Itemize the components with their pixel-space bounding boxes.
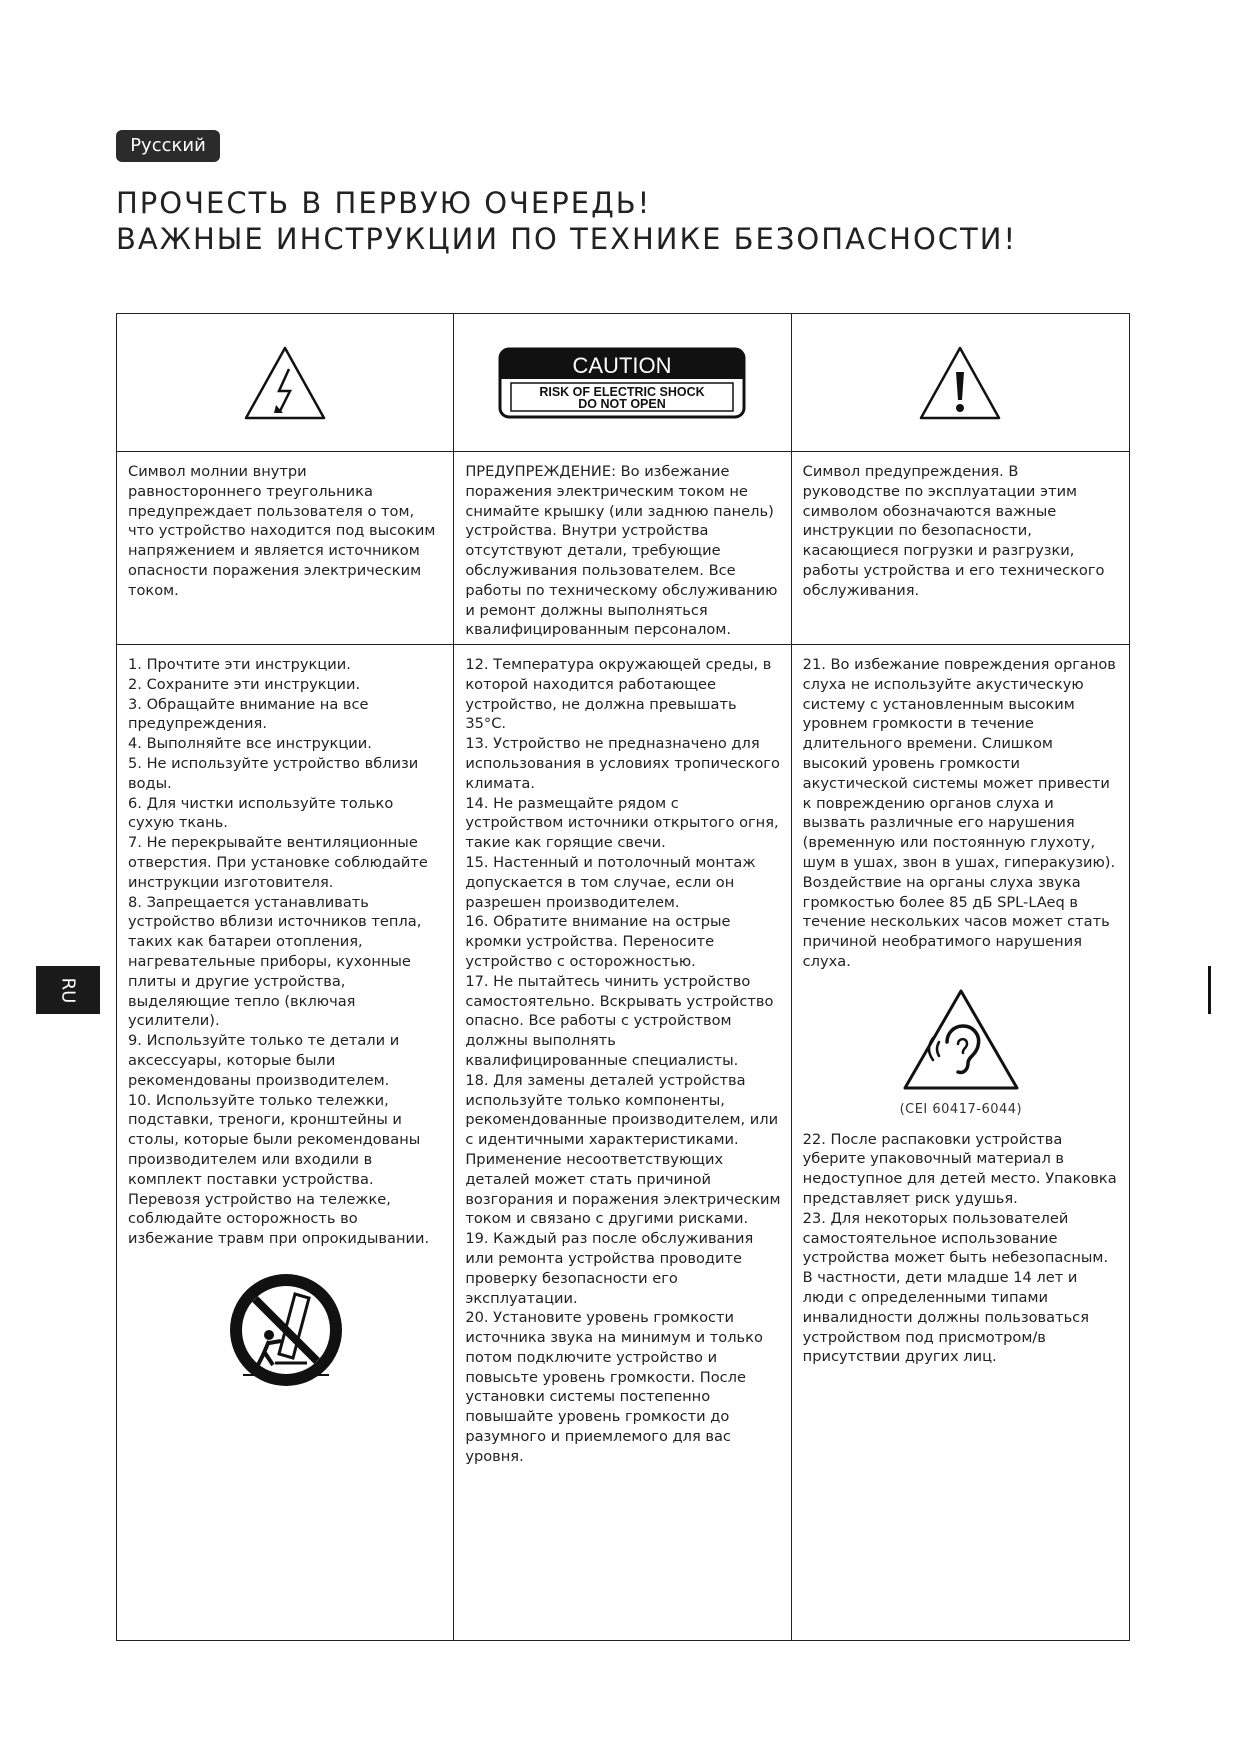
instruction-item: 15. Настенный и потолочный монтаж допускается в том случае, если он разрешен производителем. (465, 853, 756, 911)
instruction-item: 8. Запрещается устанавливать устройство вблизи источников тепла, таких как батареи отопления, нагревательные приборы, кухонные плиты и другие устройства, выделяющие тепло (включая усилители). (128, 893, 422, 1030)
instruction-item: 23. Для некоторых пользователей самостоятельное использование устройства может быть небезопасным. В частности, дети младше 14 лет и люди с определенными типами инвалидности должны пользоваться устройством под присмотром/в присутствии других лиц. (802, 1209, 1109, 1366)
caution-line-2: DO NOT OPEN (578, 396, 667, 411)
lightning-description-cell (117, 452, 454, 645)
instruction-item: 2. Сохраните эти инструкции. (128, 675, 361, 693)
lightning-icon-cell (117, 314, 454, 452)
hearing-damage-warning-icon (902, 988, 1020, 1092)
caution-label-icon (498, 347, 746, 419)
instruction-item: 9. Используйте только те детали и аксессуары, которые были рекомендованы производителем. (128, 1032, 400, 1089)
instructions-column-3 (792, 645, 1129, 1640)
exclamation-description: Символ предупреждения. В руководстве по эксплуатации этим символом обозначаются важные инструкции по безопасности, касающиеся погрузки и разгрузки, работы устройства и его технического обслуживания. (802, 463, 1105, 599)
instruction-item: 13. Устройство не предназначено для использования в условиях тропического климата. (465, 735, 780, 792)
instruction-item: 18. Для замены деталей устройства используйте только компоненты, рекомендованные производителем, или с идентичными характеристиками. Применение несоответствующих деталей может стать причиной возгорания и поражения электрическим током и связано с другими рисками. (465, 1071, 781, 1228)
instruction-item: 22. После распаковки устройства уберите упаковочный материал в недоступное для детей место. Упаковка представляет риск удушья. (802, 1130, 1117, 1207)
caution-description-cell (454, 452, 791, 645)
instruction-item: 16. Обратите внимание на острые кромки устройства. Переносите устройство с осторожностью. (465, 913, 731, 970)
caution-description: ПРЕДУПРЕЖДЕНИЕ: Во избежание поражения электрическим током не снимайте крышку (или заднюю панель) устройства. Внутри устройства отсутствуют детали, требующие обслуживания пользователем. Все работы по техническому обслуживанию и ремонт должны выполняться квалифицированным персоналом. (465, 463, 778, 639)
instruction-item: 4. Выполняйте все инструкции. (128, 735, 372, 753)
instruction-item: 14. Не размещайте рядом с устройством источники открытого огня, такие как горящие свечи. (465, 794, 779, 852)
caution-line-1: RISK OF ELECTRIC SHOCK (539, 384, 706, 399)
exclamation-icon-cell (792, 314, 1129, 452)
lightning-description: Символ молнии внутри равностороннего треугольника предупреждает пользователя о том, что устройство находится под высоким напряжением и является источником опасности поражения электрическим током. (128, 463, 436, 599)
instruction-item: 10. Используйте только тележки, подставки, треноги, кронштейны и столы, которые были рекомендованы производителем или входили в комплект поставки устройства. Перевозя устройство на тележке, соблюдайте осторожность во избежание травм при опрокидывании. (128, 1091, 430, 1248)
caution-label-cell (454, 314, 791, 452)
title-line-1: ПРОЧЕСТЬ В ПЕРВУЮ ОЧЕРЕДЬ! (116, 186, 652, 220)
instruction-item: 3. Обращайте внимание на все предупреждения. (128, 695, 369, 733)
instructions-column-1 (117, 645, 454, 1640)
instruction-item: 7. Не перекрывайте вентиляционные отверстия. При установке соблюдайте инструкции изготовителя. (128, 834, 428, 891)
exclamation-description-cell (792, 452, 1129, 645)
title-line-2: ВАЖНЫЕ ИНСТРУКЦИИ ПО ТЕХНИКЕ БЕЗОПАСНОСТИ! (116, 222, 1018, 256)
hearing-standard-label: (CEI 60417-6044) (899, 1101, 1023, 1117)
cart-tip-over-icon (225, 1269, 347, 1391)
instruction-item: 5. Не используйте устройство вблизи воды. (128, 754, 419, 792)
caution-title: CAUTION (572, 352, 672, 378)
language-side-tab (36, 966, 100, 1014)
instruction-item: 17. Не пытайтесь чинить устройство самостоятельно. Вскрывать устройство опасно. Все работы с устройством должны выполнять квалифицированные специалисты. (465, 972, 774, 1069)
instruction-item: 20. Установите уровень громкости источника звука на минимум и только потом подключите устройство и повысьте уровень громкости. После установки системы постепенно повышайте уровень громкости до разумного и приемлемого для вас уровня. (465, 1309, 763, 1465)
instruction-item: 1. Прочтите эти инструкции. (128, 656, 351, 673)
safety-table (116, 313, 1130, 1641)
edge-marker (1208, 966, 1211, 1014)
lightning-warning-icon (243, 345, 327, 421)
instruction-item: 6. Для чистки используйте только сухую ткань. (128, 794, 394, 832)
instruction-item: 12. Температура окружающей среды, в которой находится работающее устройство, не должна превышать 35°C. (465, 656, 772, 733)
instruction-item: 21. Во избежание повреждения органов слуха не используйте акустическую систему с установленным высоким уровнем громкости в течение длительного времени. Слишком высокий уровень громкости акустической системы может привести к повреждению органов слуха и вызвать различные его нарушения (временную или постоянную глухоту, шум в ушах, звон в ушах, гиперакузию). Воздействие на органы слуха звука громкостью более 85 дБ SPL-LAeq в течение нескольких часов может стать причиной необратимого нарушения слуха. (802, 656, 1116, 970)
side-tab-label: RU (57, 977, 79, 1003)
instructions-column-2 (454, 645, 791, 1640)
exclamation-warning-icon (918, 345, 1002, 421)
language-badge: Русский (116, 130, 220, 162)
page-title (116, 185, 1017, 257)
instruction-item: 19. Каждый раз после обслуживания или ремонта устройства проводите проверку безопасности его эксплуатации. (465, 1230, 754, 1307)
